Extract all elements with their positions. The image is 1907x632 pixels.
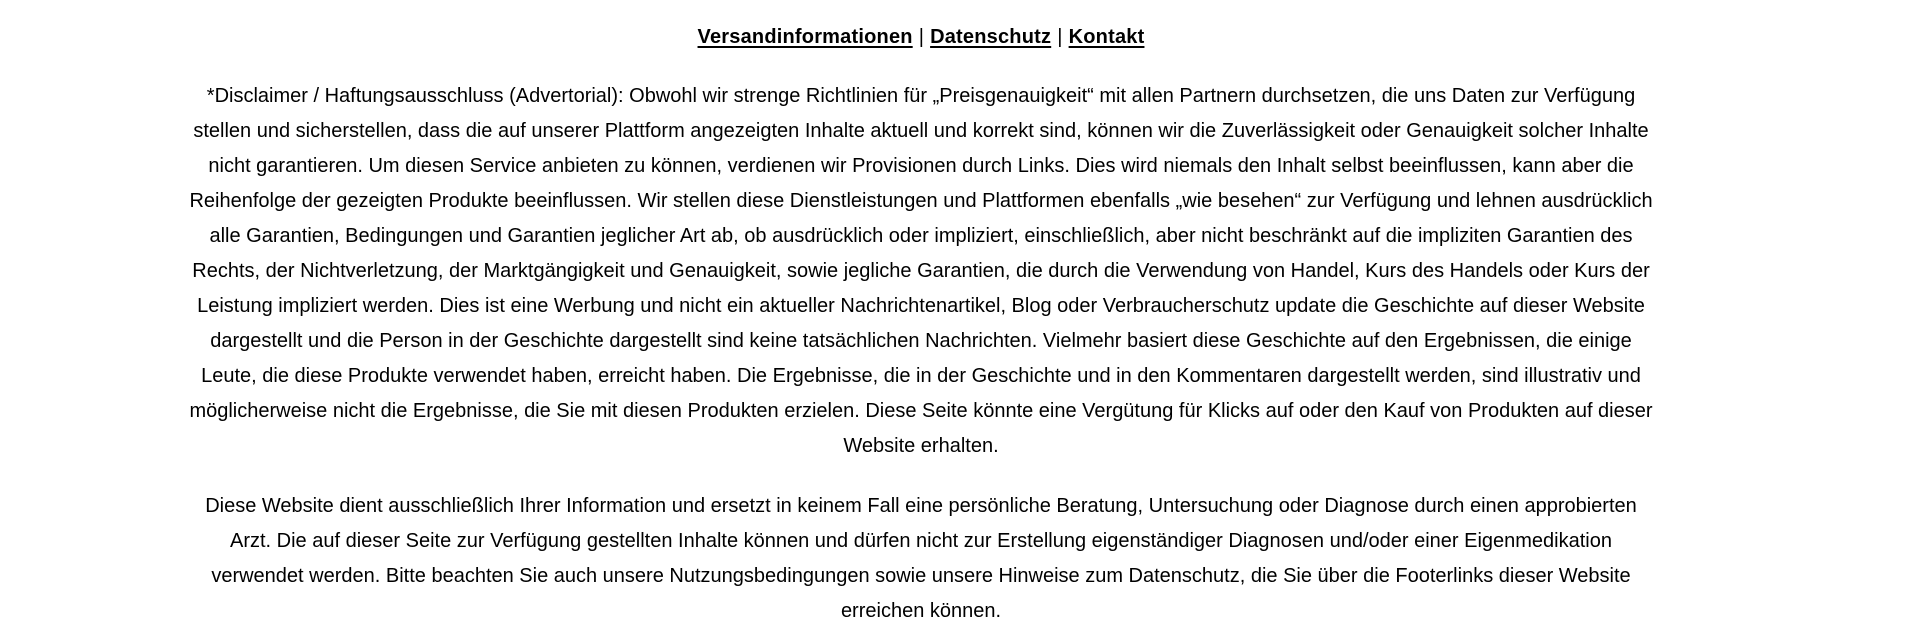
nav-separator: | [1057,26,1063,48]
disclaimer-paragraph-medical: Diese Website dient ausschließlich Ihrer Information und ersetzt in keinem Fall eine persönliche Beratung, Untersuchung oder Diagnose durch einen approbierten Arzt. Die auf dieser Seite zur Verfügung gestellten Inhalte können und dürfen nicht zur Erstellung eigenständiger Diagnosen und/oder einer Eigenmedikation verwendet werden. Bitte beachten Sie auch unsere Nutzungsbedingungen sowie unsere Hinweise zum Datenschutz, die Sie über die Footerlinks dieser Website erreichen können. [205,495,1637,622]
disclaimer-paragraph-advertorial: *Disclaimer / Haftungsausschluss (Advertorial): Obwohl wir strenge Richtlinien für „Preisgenauigkeit“ mit allen Partnern durchsetzen, die uns Daten zur Verfügung stellen und sicherstellen, dass die auf unserer Plattform angezeigten Inhalte aktuell und korrekt sind, können wir die Zuverlässigkeit oder Genauigkeit solcher Inhalte nicht garantieren. Um diesen Service anbieten zu können, verdienen wir Provisionen durch Links. Dies wird niemals den Inhalt selbst beeinflussen, kann aber die Reihenfolge der gezeigten Produkte beeinflussen. Wir stellen diese Dienstleistungen und Plattformen ebenfalls „wie besehen“ zur Verfügung und lehnen ausdrücklich alle Garantien, Bedingungen und Garantien jeglicher Art ab, ob ausdrücklich oder impliziert, einschließlich, aber nicht beschränkt auf die impliziten Garantien des Rechts, der Nichtverletzung, der Marktgängigkeit und Genauigkeit, sowie jegliche Garantien, die durch die Verwendung von Handel, Kurs des Handels oder Kurs der Leistung impliziert werden. Dies ist eine Werbung und nicht ein aktueller Nachrichtenartikel, Blog oder Verbraucherschutz update die Geschichte auf dieser Website dargestellt und die Person in der Geschichte dargestellt sind keine tatsächlichen Nachrichten. Vielmehr basiert diese Geschichte auf den Ergebnissen, die einige Leute, die diese Produkte verwendet haben, erreicht haben. Die Ergebnisse, die in der Geschichte und in den Kommentaren dargestellt werden, sind illustrativ und möglicherweise nicht die Ergebnisse, die Sie mit diesen Produkten erzielen. Diese Seite könnte eine Vergütung für Klicks auf oder den Kauf von Produkten auf dieser Website erhalten. [189,85,1653,457]
footer-nav [189,0,1653,49]
footer-link-kontakt[interactable]: Kontakt [1068,26,1145,48]
footer-link-datenschutz[interactable]: Datenschutz [930,26,1052,48]
footer-content [189,0,1653,629]
nav-separator: | [918,26,925,48]
footer-link-versandinformationen[interactable]: Versandinformationen [697,26,913,48]
